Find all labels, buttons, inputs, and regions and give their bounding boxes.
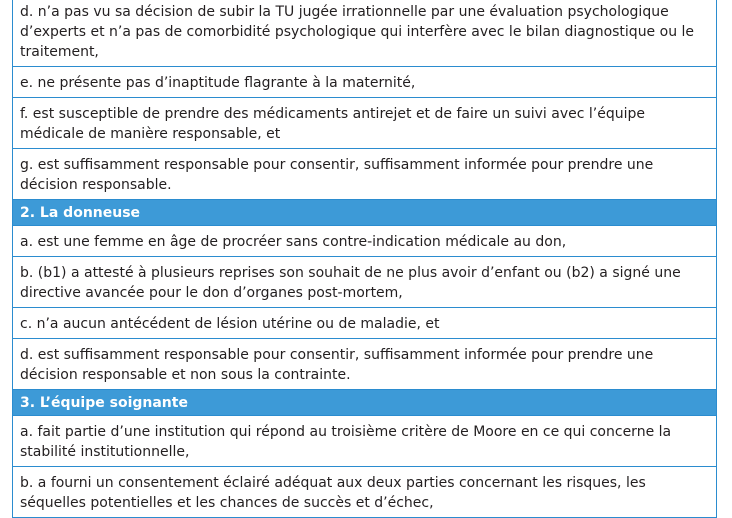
section-title: 2. La donneuse (20, 205, 141, 221)
criterion-row (13, 149, 716, 200)
criterion-text: e. ne présente pas d’inaptitude flagrante à la maternité, (20, 75, 416, 91)
section-header-donor (13, 200, 716, 226)
section-header-care-team (13, 390, 716, 416)
criterion-row (13, 0, 716, 67)
criterion-text: g. est suffisamment responsable pour consentir, suffisamment informée pour prendre une décision responsable. (20, 157, 654, 193)
criterion-row (13, 257, 716, 308)
criterion-text: d. n’a pas vu sa décision de subir la TU jugée irrationnelle par une évaluation psychologique d’experts et n’a pas de comorbidité psychologique qui interfère avec le bilan diagnostique ou le traitement, (20, 4, 695, 60)
criterion-text: b. (b1) a attesté à plusieurs reprises son souhait de ne plus avoir d’enfant ou (b2) a signé une directive avancée pour le don d’organes post-mortem, (20, 265, 681, 301)
criterion-row (13, 308, 716, 339)
criterion-row (13, 467, 716, 518)
criterion-text: b. a fourni un consentement éclairé adéquat aux deux parties concernant les risques, les séquelles potentielles et les chances de succès et d’échec, (20, 475, 646, 511)
criterion-text: f. est susceptible de prendre des médicaments antirejet et de faire un suivi avec l’équipe médicale de manière responsable, et (20, 106, 645, 142)
criterion-row (13, 98, 716, 149)
criterion-text: a. fait partie d’une institution qui répond au troisième critère de Moore en ce qui concerne la stabilité institutionnelle, (20, 424, 672, 460)
criterion-row (13, 226, 716, 257)
criterion-row (13, 67, 716, 98)
section-title: 3. L’équipe soignante (20, 395, 188, 411)
criterion-text: c. n’a aucun antécédent de lésion utérine ou de maladie, et (20, 316, 440, 332)
criterion-row (13, 416, 716, 467)
criterion-row (13, 339, 716, 390)
criterion-text: a. est une femme en âge de procréer sans contre-indication médicale au don, (20, 234, 567, 250)
criterion-text: d. est suffisamment responsable pour consentir, suffisamment informée pour prendre une décision responsable et non sous la contrainte. (20, 347, 654, 383)
criteria-table (12, 0, 717, 518)
